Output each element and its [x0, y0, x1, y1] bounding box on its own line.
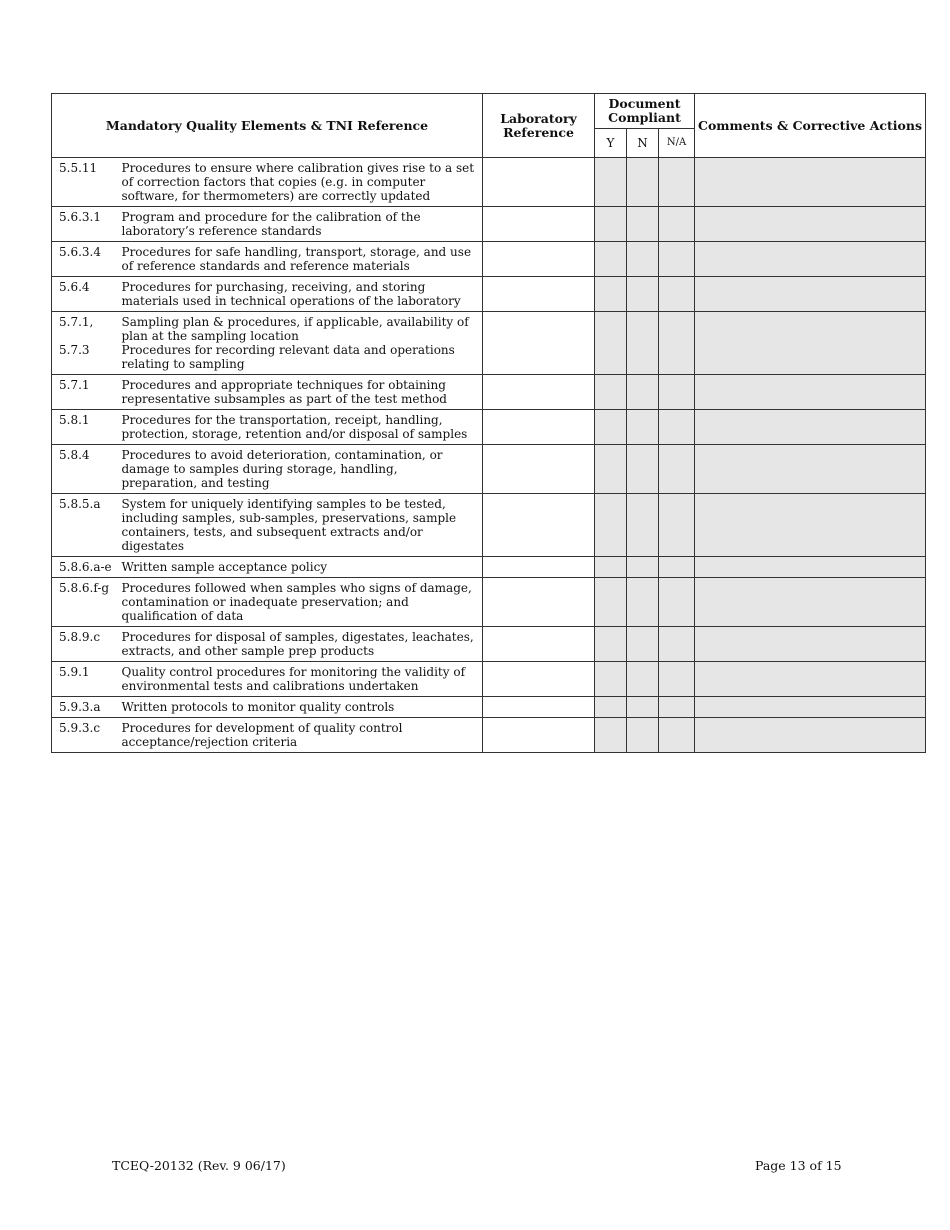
lab-reference-cell[interactable]	[483, 578, 595, 627]
row-desc: Procedures followed when samples who signs of damage, contamination or inadequate preservation; and qualification of data	[122, 578, 483, 627]
lab-reference-cell[interactable]	[483, 277, 595, 312]
row-desc: Program and procedure for the calibration of the laboratory’s reference standards	[122, 207, 483, 242]
compliant-na-cell[interactable]	[659, 158, 695, 207]
compliant-y-cell[interactable]	[595, 494, 627, 557]
compliant-na-cell[interactable]	[659, 627, 695, 662]
lab-reference-cell[interactable]	[483, 445, 595, 494]
lab-reference-cell[interactable]	[483, 627, 595, 662]
compliant-na-cell[interactable]	[659, 718, 695, 753]
comments-cell[interactable]	[695, 627, 926, 662]
compliant-n-cell[interactable]	[627, 207, 659, 242]
row-desc: Procedures for disposal of samples, digestates, leachates, extracts, and other sample prep products	[122, 627, 483, 662]
row-ref: 5.8.1	[52, 410, 122, 445]
compliant-na-cell[interactable]	[659, 277, 695, 312]
lab-reference-cell[interactable]	[483, 494, 595, 557]
comments-cell[interactable]	[695, 494, 926, 557]
row-desc: Procedures to avoid deterioration, contamination, or damage to samples during storage, handling, preparation, and testing	[122, 445, 483, 494]
comments-cell[interactable]	[695, 718, 926, 753]
compliant-na-cell[interactable]	[659, 312, 695, 375]
compliant-y-cell[interactable]	[595, 207, 627, 242]
table-row	[52, 277, 926, 312]
row-ref: 5.5.11	[52, 158, 122, 207]
compliant-n-cell[interactable]	[627, 662, 659, 697]
lab-reference-cell[interactable]	[483, 375, 595, 410]
row-ref: 5.8.9.c	[52, 627, 122, 662]
header-comments: Comments & Corrective Actions	[695, 94, 926, 158]
table-row	[52, 494, 926, 557]
compliant-n-cell[interactable]	[627, 277, 659, 312]
form-id: TCEQ-20132 (Rev. 9 06/17)	[112, 1158, 286, 1173]
header-elements: Mandatory Quality Elements & TNI Reference	[52, 94, 483, 158]
table-row	[52, 578, 926, 627]
lab-reference-cell[interactable]	[483, 662, 595, 697]
table-row	[52, 207, 926, 242]
row-ref-first: 5.7.1,	[59, 315, 94, 329]
row-ref: 5.9.3.a	[52, 697, 122, 718]
row-ref: 5.6.3.4	[52, 242, 122, 277]
table-row	[52, 312, 926, 375]
row-ref: 5.9.1	[52, 662, 122, 697]
page-number: Page 13 of 15	[755, 1158, 842, 1173]
table-row	[52, 718, 926, 753]
compliant-na-cell[interactable]	[659, 445, 695, 494]
row-ref-second: 5.7.3	[59, 343, 90, 357]
row-desc: Procedures for purchasing, receiving, and storing materials used in technical operations of the laboratory	[122, 277, 483, 312]
comments-cell[interactable]	[695, 697, 926, 718]
row-ref: 5.8.4	[52, 445, 122, 494]
row-ref: 5.8.6.f-g	[52, 578, 122, 627]
row-desc: System for uniquely identifying samples to be tested, including samples, sub-samples, preservations, sample containers, tests, and subsequent extracts and/or digestates	[122, 494, 483, 557]
compliant-n-cell[interactable]	[627, 494, 659, 557]
comments-cell[interactable]	[695, 207, 926, 242]
row-desc: Procedures for the transportation, receipt, handling, protection, storage, retention and/or disposal of samples	[122, 410, 483, 445]
table-row	[52, 242, 926, 277]
compliant-y-cell[interactable]	[595, 277, 627, 312]
compliant-na-cell[interactable]	[659, 375, 695, 410]
compliant-n-cell[interactable]	[627, 697, 659, 718]
header-lab-reference: Laboratory Reference	[483, 94, 595, 158]
compliant-y-cell[interactable]	[595, 410, 627, 445]
compliant-na-cell[interactable]	[659, 697, 695, 718]
quality-elements-table	[51, 93, 926, 753]
row-desc-first: Sampling plan & procedures, if applicable, availability of plan at the sampling location	[121, 315, 469, 343]
comments-cell[interactable]	[695, 445, 926, 494]
compliant-na-cell[interactable]	[659, 242, 695, 277]
compliant-na-cell[interactable]	[659, 578, 695, 627]
lab-reference-cell[interactable]	[483, 207, 595, 242]
lab-reference-cell[interactable]	[483, 158, 595, 207]
comments-cell[interactable]	[695, 375, 926, 410]
row-ref: 5.8.5.a	[52, 494, 122, 557]
row-ref: 5.9.3.c	[52, 718, 122, 753]
table-row	[52, 662, 926, 697]
comments-cell[interactable]	[695, 410, 926, 445]
compliant-y-cell[interactable]	[595, 578, 627, 627]
compliant-na-cell[interactable]	[659, 410, 695, 445]
header-document-compliant: Document Compliant	[595, 94, 695, 129]
compliant-n-cell[interactable]	[627, 312, 659, 375]
comments-cell[interactable]	[695, 578, 926, 627]
table-row	[52, 627, 926, 662]
table-row	[52, 158, 926, 207]
row-desc: Written protocols to monitor quality controls	[122, 697, 483, 718]
row-desc: Procedures to ensure where calibration gives rise to a set of correction factors that copies (e.g. in computer software, for thermometers) are correctly updated	[122, 158, 483, 207]
comments-cell[interactable]	[695, 312, 926, 375]
compliant-y-cell[interactable]	[595, 627, 627, 662]
table-row	[52, 557, 926, 578]
compliant-y-cell[interactable]	[595, 697, 627, 718]
comments-cell[interactable]	[695, 277, 926, 312]
row-desc: Procedures for development of quality control acceptance/rejection criteria	[122, 718, 483, 753]
lab-reference-cell[interactable]	[483, 410, 595, 445]
header-na: N/A	[659, 129, 695, 158]
row-desc: Quality control procedures for monitoring the validity of environmental tests and calibrations undertaken	[122, 662, 483, 697]
table-row	[52, 697, 926, 718]
table-row	[52, 445, 926, 494]
table-row	[52, 410, 926, 445]
compliant-n-cell[interactable]	[627, 578, 659, 627]
header-n: N	[627, 129, 659, 158]
compliant-n-cell[interactable]	[627, 718, 659, 753]
compliant-na-cell[interactable]	[659, 207, 695, 242]
row-ref: 5.6.3.1	[52, 207, 122, 242]
compliant-n-cell[interactable]	[627, 410, 659, 445]
compliant-na-cell[interactable]	[659, 557, 695, 578]
row-ref: 5.6.4	[52, 277, 122, 312]
compliant-y-cell[interactable]	[595, 375, 627, 410]
compliant-na-cell[interactable]	[659, 494, 695, 557]
compliant-n-cell[interactable]	[627, 557, 659, 578]
compliant-na-cell[interactable]	[659, 662, 695, 697]
compliant-n-cell[interactable]	[627, 158, 659, 207]
comments-cell[interactable]	[695, 662, 926, 697]
lab-reference-cell[interactable]	[483, 242, 595, 277]
row-desc	[122, 312, 483, 375]
compliant-y-cell[interactable]	[595, 718, 627, 753]
lab-reference-cell[interactable]	[483, 718, 595, 753]
row-desc-second: Procedures for recording relevant data and operations relating to sampling	[121, 343, 455, 371]
compliant-n-cell[interactable]	[627, 375, 659, 410]
table-row	[52, 375, 926, 410]
comments-cell[interactable]	[695, 557, 926, 578]
compliant-n-cell[interactable]	[627, 627, 659, 662]
compliant-y-cell[interactable]	[595, 445, 627, 494]
row-desc: Procedures for safe handling, transport, storage, and use of reference standards and reference materials	[122, 242, 483, 277]
row-desc: Written sample acceptance policy	[122, 557, 483, 578]
row-ref: 5.7.1	[52, 375, 122, 410]
row-desc: Procedures and appropriate techniques for obtaining representative subsamples as part of the test method	[122, 375, 483, 410]
compliant-y-cell[interactable]	[595, 242, 627, 277]
compliant-y-cell[interactable]	[595, 662, 627, 697]
lab-reference-cell[interactable]	[483, 697, 595, 718]
row-ref	[52, 312, 122, 375]
comments-cell[interactable]	[695, 158, 926, 207]
row-ref: 5.8.6.a-e	[52, 557, 122, 578]
compliant-n-cell[interactable]	[627, 242, 659, 277]
compliant-y-cell[interactable]	[595, 312, 627, 375]
comments-cell[interactable]	[695, 242, 926, 277]
compliant-y-cell[interactable]	[595, 557, 627, 578]
header-y: Y	[595, 129, 627, 158]
compliant-y-cell[interactable]	[595, 158, 627, 207]
lab-reference-cell[interactable]	[483, 557, 595, 578]
lab-reference-cell[interactable]	[483, 312, 595, 375]
compliant-n-cell[interactable]	[627, 445, 659, 494]
